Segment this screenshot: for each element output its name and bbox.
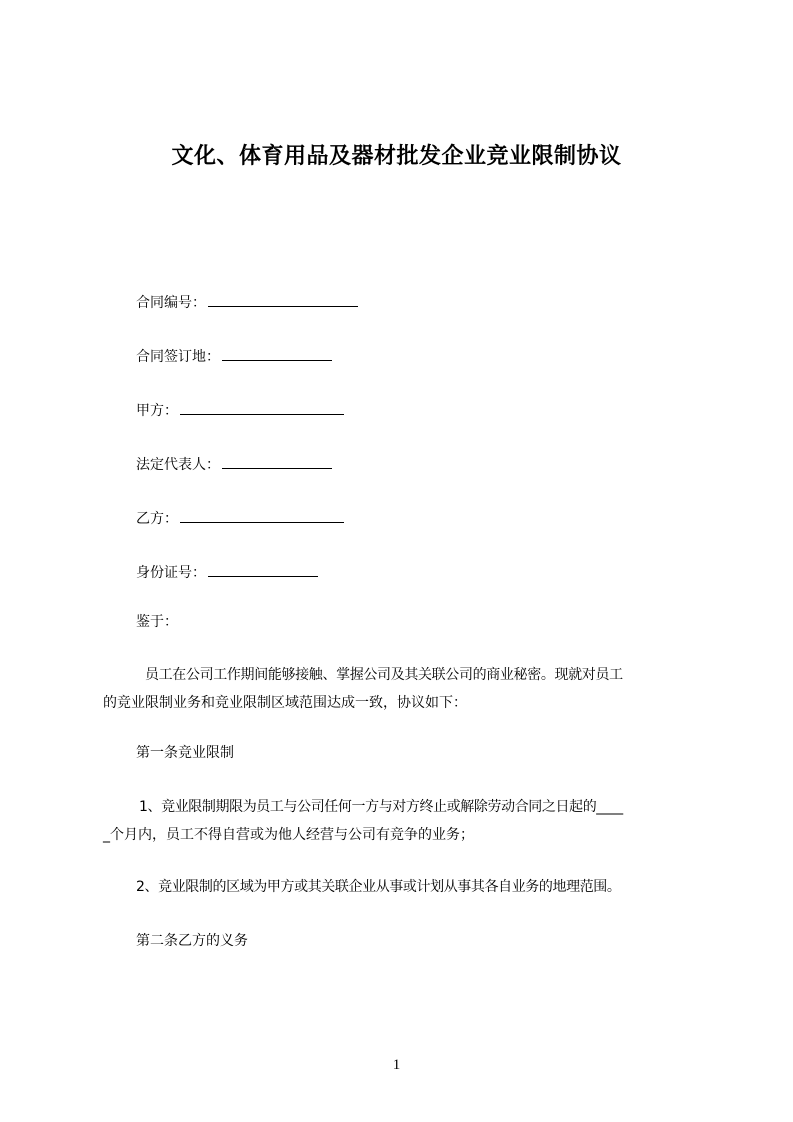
contract-title: 文化、体育用品及器材批发企业竞业限制协议 [171, 144, 622, 169]
clause-2: 2、竞业限制的区域为甲方或其关联企业从事或计划从事其各自业务的地理范围。 [136, 879, 621, 895]
signing-place-blank[interactable] [222, 345, 332, 361]
party-a-blank[interactable] [180, 399, 344, 415]
clause-1-line-1: 1、竞业限制期限为员工与公司任何一方与对方终止或解除劳动合同之日起的____ [139, 799, 623, 815]
id-number-blank[interactable] [208, 561, 318, 577]
legal-representative-field [136, 453, 332, 475]
party-b-label: 乙方： [136, 511, 178, 527]
legal-representative-blank[interactable] [222, 453, 332, 469]
party-a-field [136, 399, 344, 421]
legal-representative-label: 法定代表人： [136, 457, 220, 473]
id-number-field [136, 561, 318, 583]
page-number: 1 [392, 1057, 401, 1073]
contract-number-label: 合同编号： [136, 295, 206, 311]
id-number-label: 身份证号： [136, 565, 206, 581]
contract-number-field [136, 291, 358, 313]
article-1-heading: 第一条竞业限制 [136, 745, 234, 761]
intro-paragraph-line-1: 员工在公司工作期间能够接触、掌握公司及其关联公司的商业秘密。现就对员工 [145, 667, 623, 683]
clause-1-line-2: _个月内，员工不得自营或为他人经营与公司有竞争的业务； [103, 827, 474, 843]
party-b-field [136, 507, 344, 529]
party-b-blank[interactable] [180, 507, 344, 523]
party-a-label: 甲方： [136, 403, 178, 419]
contract-number-blank[interactable] [208, 291, 358, 307]
signing-place-field [136, 345, 332, 367]
whereas-label: 鉴于： [136, 614, 178, 630]
intro-paragraph-line-2: 的竞业限制业务和竞业限制区域范围达成一致，协议如下： [103, 695, 467, 711]
signing-place-label: 合同签订地： [136, 349, 220, 365]
article-2-heading: 第二条乙方的义务 [136, 933, 248, 949]
